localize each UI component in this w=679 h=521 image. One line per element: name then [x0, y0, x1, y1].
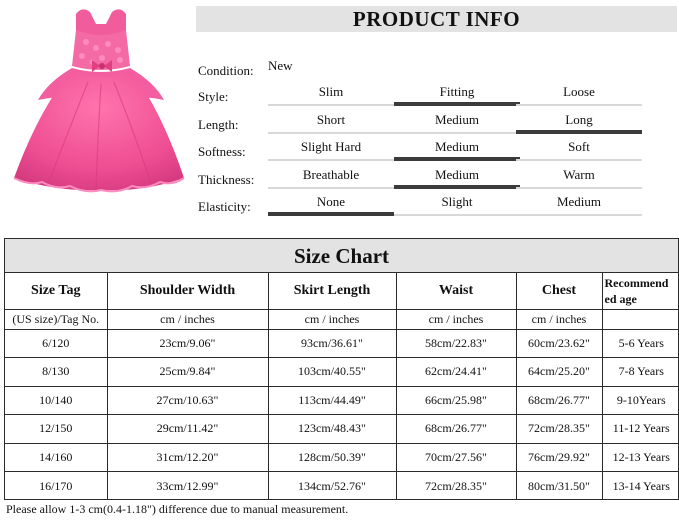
table-row: [5, 443, 679, 472]
cell-chest: 60cm/23.62": [516, 329, 602, 358]
cell-waist: 62cm/24.41": [396, 358, 516, 387]
unit-size-tag: (US size)/Tag No.: [5, 309, 107, 329]
cell-waist: 68cm/26.77": [396, 415, 516, 444]
cell-shoulder-width: 25cm/9.84": [107, 358, 268, 387]
thickness-row: [198, 165, 677, 192]
header-skirt-length: Skirt Length: [268, 273, 396, 309]
style-option: Slim: [268, 82, 394, 106]
softness-label: Softness:: [198, 144, 246, 159]
header-recommended-age: Recommend ed age: [602, 273, 679, 309]
cell-recommended-age: 7-8 Years: [602, 358, 679, 387]
cell-size-tag: 12/150: [5, 415, 107, 444]
thickness-option: Breathable: [268, 165, 394, 189]
unit-skirt-length: cm / inches: [268, 309, 396, 329]
unit-recommended-age: [602, 309, 679, 329]
thickness-option: Warm: [516, 165, 642, 189]
table-row: [5, 329, 679, 358]
cell-waist: 70cm/27.56": [396, 443, 516, 472]
cell-recommended-age: 13-14 Years: [602, 472, 679, 501]
size-chart: [4, 238, 679, 500]
cell-size-tag: 16/170: [5, 472, 107, 501]
cell-skirt-length: 123cm/48.43": [268, 415, 396, 444]
cell-waist: 58cm/22.83": [396, 329, 516, 358]
size-chart-title: Size Chart: [5, 239, 678, 273]
cell-skirt-length: 103cm/40.55": [268, 358, 396, 387]
table-row: [5, 415, 679, 444]
softness-option: Medium: [394, 137, 520, 161]
condition-label: Condition:: [198, 63, 254, 78]
thickness-label: Thickness:: [198, 171, 255, 187]
softness-option: Soft: [516, 137, 642, 161]
header-shoulder-width: Shoulder Width: [107, 273, 268, 309]
condition-value: New: [268, 58, 293, 73]
length-row: [198, 110, 677, 137]
length-option: Long: [516, 110, 642, 134]
product-image: [8, 2, 186, 198]
elasticity-option: Slight: [394, 192, 520, 216]
cell-skirt-length: 128cm/50.39": [268, 443, 396, 472]
elasticity-option: Medium: [516, 192, 642, 216]
table-row: [5, 358, 679, 387]
length-label: Length:: [198, 116, 239, 132]
cell-size-tag: 8/130: [5, 358, 107, 387]
header-waist: Waist: [396, 273, 516, 309]
unit-shoulder-width: cm / inches: [107, 309, 268, 329]
cell-chest: 68cm/26.77": [516, 386, 602, 415]
cell-size-tag: 6/120: [5, 329, 107, 358]
style-option: Fitting: [394, 82, 520, 106]
units-row: [5, 309, 679, 329]
cell-shoulder-width: 27cm/10.63": [107, 386, 268, 415]
header-chest: Chest: [516, 273, 602, 309]
size-chart-body: [5, 309, 679, 500]
cell-shoulder-width: 23cm/9.06": [107, 329, 268, 358]
cell-size-tag: 10/140: [5, 386, 107, 415]
cell-shoulder-width: 29cm/11.42": [107, 415, 268, 444]
cell-size-tag: 14/160: [5, 443, 107, 472]
thickness-option: Medium: [394, 165, 520, 189]
footer-note: Please allow 1-3 cm(0.4-1.18") difference due to manual measurement.: [6, 502, 349, 516]
cell-waist: 72cm/28.35": [396, 472, 516, 501]
cell-recommended-age: 12-13 Years: [602, 443, 679, 472]
cell-recommended-age: 11-12 Years: [602, 415, 679, 444]
length-option: Medium: [394, 110, 520, 134]
table-row: [5, 472, 679, 501]
header-size-tag: Size Tag: [5, 273, 107, 309]
condition-row: [198, 56, 677, 83]
cell-chest: 64cm/25.20": [516, 358, 602, 387]
table-row: [5, 386, 679, 415]
cell-skirt-length: 93cm/36.61": [268, 329, 396, 358]
elasticity-option: None: [268, 192, 394, 216]
style-option: Loose: [516, 82, 642, 106]
style-label: Style:: [198, 89, 229, 104]
cell-chest: 76cm/29.92": [516, 443, 602, 472]
cell-waist: 66cm/25.98": [396, 386, 516, 415]
cell-recommended-age: 9-10Years: [602, 386, 679, 415]
size-chart-table: [5, 273, 679, 500]
style-row: [198, 82, 677, 109]
cell-shoulder-width: 33cm/12.99": [107, 472, 268, 501]
softness-option: Slight Hard: [268, 137, 394, 161]
elasticity-label: Elasticity:: [198, 199, 251, 214]
product-info-title: PRODUCT INFO: [196, 6, 677, 32]
cell-chest: 72cm/28.35": [516, 415, 602, 444]
length-option: Short: [268, 110, 394, 134]
unit-chest: cm / inches: [516, 309, 602, 329]
cell-shoulder-width: 31cm/12.20": [107, 443, 268, 472]
unit-waist: cm / inches: [396, 309, 516, 329]
cell-skirt-length: 113cm/44.49": [268, 386, 396, 415]
elasticity-row: [198, 192, 677, 219]
cell-recommended-age: 5-6 Years: [602, 329, 679, 358]
cell-chest: 80cm/31.50": [516, 472, 602, 501]
cell-skirt-length: 134cm/52.76": [268, 472, 396, 501]
softness-row: [198, 137, 677, 164]
